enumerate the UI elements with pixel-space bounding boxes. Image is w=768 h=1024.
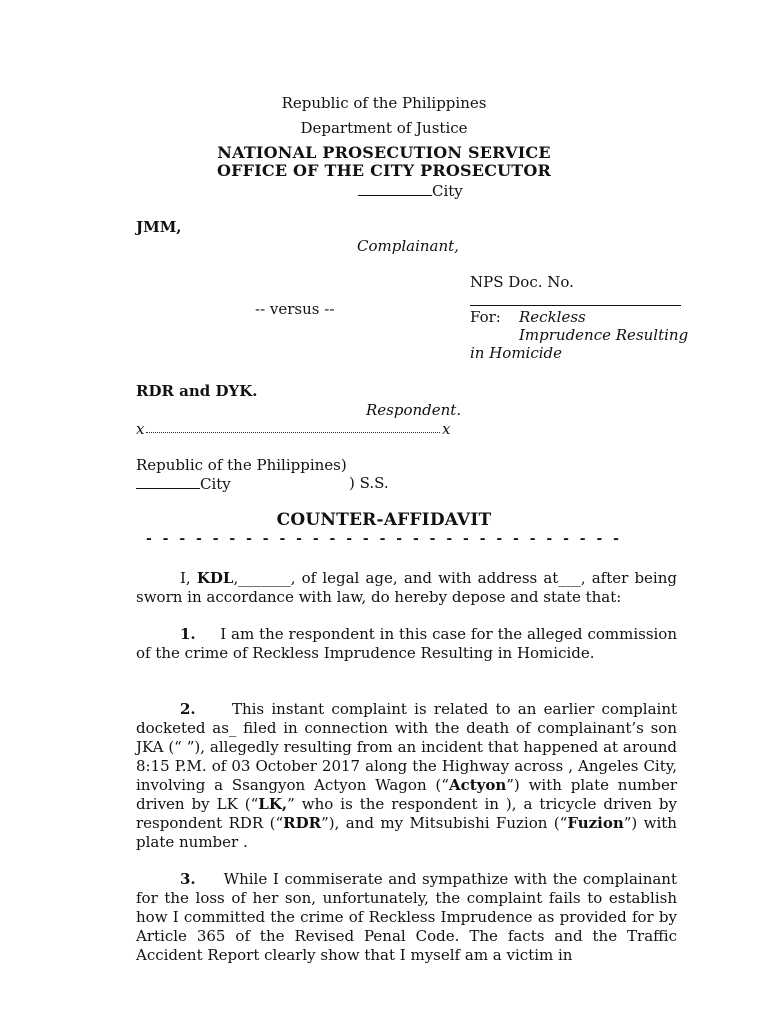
for-line1: Reckless bbox=[519, 308, 586, 326]
for-line3: in Homicide bbox=[470, 344, 563, 362]
x-left: x bbox=[136, 420, 145, 438]
document-title: COUNTER-AFFIDAVIT bbox=[276, 510, 492, 530]
paragraph-1-text: I am the respondent in this case for the alleged commission of the crime of Reckless Imprudence Resulting in Homicide. bbox=[136, 625, 677, 662]
paragraph-3-text: While I commiserate and sympathize with the complainant for the loss of her son, unfortunately, the complaint fails to establish how I committed the crime of Reckless Imprudence as provided for by Article 365 of the Revised Penal Code. The facts and the Traffic Accident Report clearly show that I myself am a victim in bbox=[136, 870, 677, 964]
versus: -- versus -- bbox=[255, 300, 335, 318]
paragraph-2-lk: LK, bbox=[258, 795, 288, 813]
venue-city-line bbox=[136, 474, 231, 493]
nps-doc-line bbox=[470, 305, 681, 306]
for-line2: Imprudence Resulting bbox=[519, 326, 689, 344]
venue-city-blank bbox=[136, 474, 200, 489]
paragraph-3 bbox=[136, 870, 677, 965]
paragraph-2-number: 2. bbox=[180, 700, 196, 718]
x-right: x bbox=[442, 420, 451, 438]
respondent-label: Respondent. bbox=[366, 401, 462, 419]
respondent-names: RDR and DYK. bbox=[136, 382, 258, 400]
header-city-line bbox=[358, 181, 463, 200]
paragraph-2-text-e: ”) with plate number . bbox=[136, 814, 677, 851]
venue-republic: Republic of the Philippines) bbox=[136, 456, 347, 474]
complainant-label: Complainant, bbox=[357, 237, 459, 255]
venue-city: City bbox=[200, 475, 231, 493]
header-department: Department of Justice bbox=[300, 119, 468, 137]
paragraph-3-number: 3. bbox=[180, 870, 196, 888]
paragraph-2-text-a: This instant complaint is related to an earlier complaint docketed as_ filed in connection with the death of complainant’s son JKA (“ ”), allegedly resulting from an incident that happened at around 8:15 P.M. of 03 October 2017 along the Highway across , Angeles City, involving a Ssangyon Actyon Wagon (“ bbox=[136, 700, 678, 794]
complainant-name: JMM, bbox=[136, 218, 182, 236]
header-city: City bbox=[432, 182, 463, 200]
venue-ss: ) S.S. bbox=[349, 474, 389, 492]
paragraph-2-actyon: Actyon bbox=[448, 776, 507, 794]
intro-name: KDL bbox=[196, 569, 234, 587]
nps-doc-label: NPS Doc. No. bbox=[470, 273, 574, 291]
city-blank bbox=[358, 181, 432, 196]
paragraph-2-rdr: RDR bbox=[283, 814, 322, 832]
header-nps: NATIONAL PROSECUTION SERVICE bbox=[217, 143, 551, 162]
paragraph-2-text-c: ” who is the respondent in ), a tricycle driven by respondent RDR (“ bbox=[136, 795, 677, 832]
paragraph-2-text-d: ”), and my Mitsubishi Fuzion (“ bbox=[321, 814, 568, 832]
paragraph-2-fuzion: Fuzion bbox=[567, 814, 624, 832]
intro-b: ,_______, of legal age, and with address at___, after being sworn in accordance with law, do hereby depose and state that: bbox=[136, 569, 677, 606]
intro-paragraph bbox=[136, 569, 677, 607]
for-label: For: bbox=[470, 308, 501, 326]
paragraph-2-text-b: ”) with plate number driven by LK (“ bbox=[136, 776, 677, 813]
paragraph-1-number: 1. bbox=[180, 625, 196, 643]
header-republic: Republic of the Philippines bbox=[281, 94, 487, 112]
paragraph-2 bbox=[136, 700, 677, 852]
intro-a: I, bbox=[180, 569, 197, 587]
header-ocp: OFFICE OF THE CITY PROSECUTOR bbox=[216, 161, 552, 180]
paragraph-1 bbox=[136, 625, 677, 663]
title-dashes: - - - - - - - - - - - - - - - - - - - - - - - - - - - - - bbox=[146, 531, 622, 547]
caption-divider bbox=[146, 432, 440, 433]
